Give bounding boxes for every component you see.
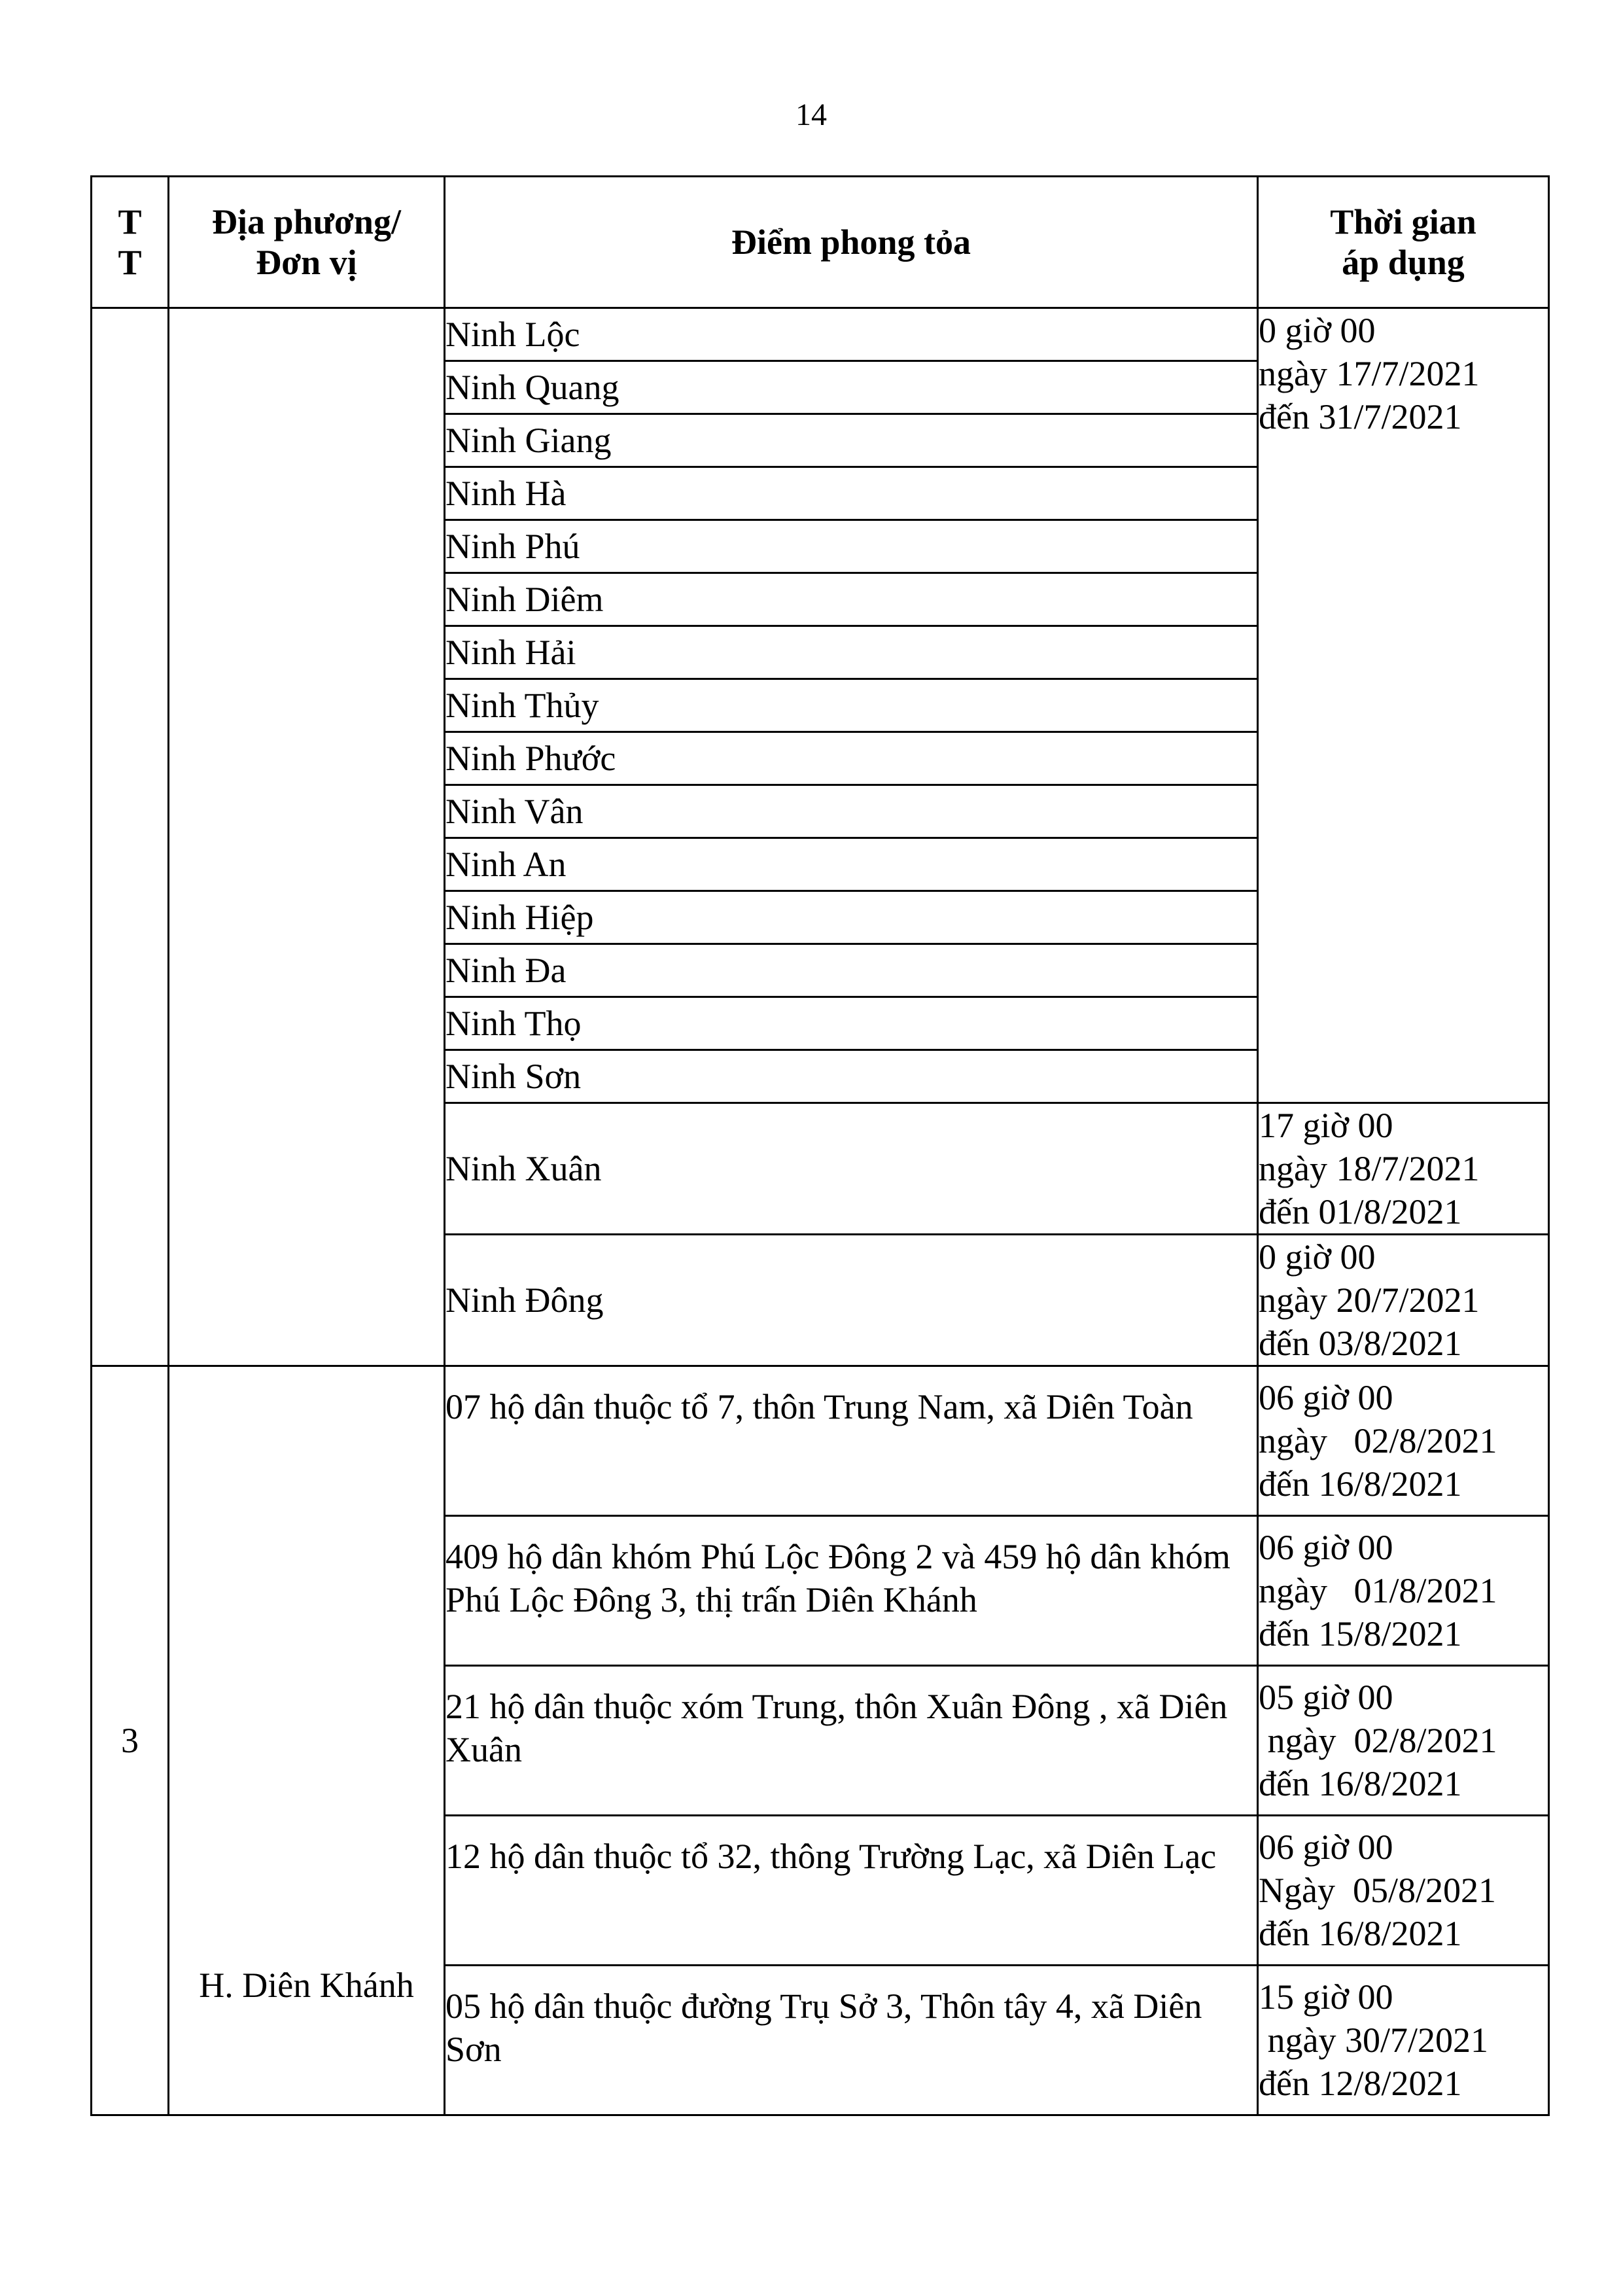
header-time: [1258, 177, 1549, 308]
point-cell: Ninh Xuân: [445, 1103, 1258, 1235]
point-cell: 21 hộ dân thuộc xóm Trung, thôn Xuân Đông , xã Diên Xuân: [445, 1666, 1258, 1816]
page-number: 14: [795, 97, 827, 132]
point-cell: Ninh Thọ: [445, 997, 1258, 1050]
local-cell-empty: [169, 308, 445, 1366]
local-cell: H. Diên Khánh: [169, 1366, 445, 2115]
point-cell: Ninh Sơn: [445, 1050, 1258, 1103]
point-cell: Ninh Quang: [445, 361, 1258, 414]
point-cell: Ninh Hải: [445, 626, 1258, 679]
point-cell: 07 hộ dân thuộc tổ 7, thôn Trung Nam, xã Diên Toàn: [445, 1366, 1258, 1516]
table-row: [92, 308, 1549, 361]
time-cell: 0 giờ 00 ngày 20/7/2021 đến 03/8/2021: [1258, 1235, 1549, 1366]
header-time-line2: áp dụng: [1342, 243, 1465, 282]
point-cell: 409 hộ dân khóm Phú Lộc Đông 2 và 459 hộ dân khóm Phú Lộc Đông 3, thị trấn Diên Khánh: [445, 1516, 1258, 1666]
tt-cell: 3: [92, 1366, 169, 2115]
point-cell: Ninh Thủy: [445, 679, 1258, 732]
point-cell: Ninh Đông: [445, 1235, 1258, 1366]
tt-cell-empty: [92, 308, 169, 1366]
time-cell-shared: 0 giờ 00 ngày 17/7/2021 đến 31/7/2021: [1258, 308, 1549, 1103]
time-cell: 06 giờ 00 ngày 01/8/2021 đến 15/8/2021: [1258, 1516, 1549, 1666]
point-cell: Ninh Lộc: [445, 308, 1258, 361]
header-local-line1: Địa phương/: [212, 202, 401, 241]
header-local-line2: Đơn vị: [256, 243, 357, 282]
header-tt: [92, 177, 169, 308]
table-row: [92, 1366, 1549, 1516]
point-cell: Ninh Giang: [445, 414, 1258, 467]
point-cell: 05 hộ dân thuộc đường Trụ Sở 3, Thôn tây 4, xã Diên Sơn: [445, 1966, 1258, 2115]
time-cell: 05 giờ 00 ngày 02/8/2021 đến 16/8/2021: [1258, 1666, 1549, 1816]
point-cell: Ninh An: [445, 838, 1258, 891]
header-time-line1: Thời gian: [1330, 202, 1476, 241]
table-header-row: [92, 177, 1549, 308]
header-point: Điểm phong tỏa: [445, 177, 1258, 308]
point-cell: Ninh Diêm: [445, 573, 1258, 626]
point-cell: Ninh Hiệp: [445, 891, 1258, 944]
point-cell: Ninh Đa: [445, 944, 1258, 997]
point-cell: Ninh Phước: [445, 732, 1258, 785]
time-cell: 06 giờ 00 Ngày 05/8/2021 đến 16/8/2021: [1258, 1816, 1549, 1966]
point-cell: Ninh Vân: [445, 785, 1258, 838]
header-tt-line1: T: [118, 202, 142, 241]
point-cell: 12 hộ dân thuộc tổ 32, thông Trường Lạc, xã Diên Lạc: [445, 1816, 1258, 1966]
header-tt-line2: T: [118, 243, 142, 282]
point-cell: Ninh Hà: [445, 467, 1258, 520]
time-cell: 17 giờ 00 ngày 18/7/2021 đến 01/8/2021: [1258, 1103, 1549, 1235]
time-cell: 15 giờ 00 ngày 30/7/2021 đến 12/8/2021: [1258, 1966, 1549, 2115]
time-cell: 06 giờ 00 ngày 02/8/2021 đến 16/8/2021: [1258, 1366, 1549, 1516]
header-local: [169, 177, 445, 308]
point-cell: Ninh Phú: [445, 520, 1258, 573]
lockdown-table: [90, 175, 1550, 2116]
